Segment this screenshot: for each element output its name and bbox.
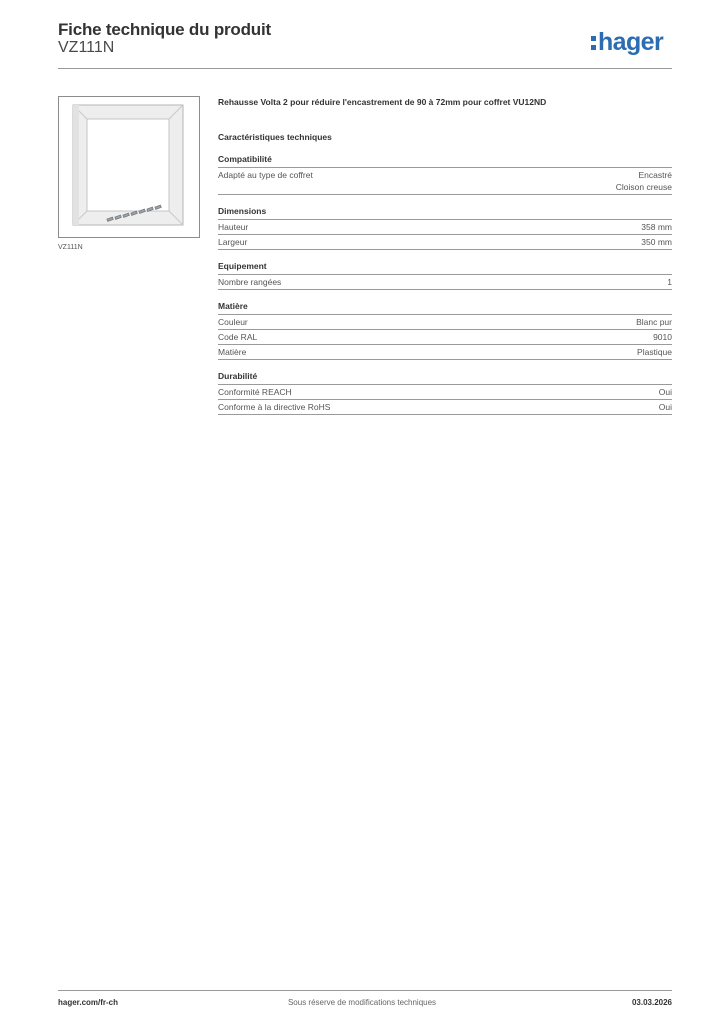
spec-row <box>218 345 672 360</box>
spec-label: Largeur <box>218 237 248 247</box>
spec-group-matiere <box>218 300 672 360</box>
spec-value: 9010 <box>653 332 672 342</box>
product-description: Rehausse Volta 2 pour réduire l'encastrement de 90 à 72mm pour coffret VU12ND <box>218 97 547 107</box>
footer-date: 03.03.2026 <box>631 998 672 1007</box>
spec-group-dimensions <box>218 205 672 250</box>
spec-row <box>218 275 672 290</box>
spec-group-title: Matière <box>218 300 672 315</box>
product-reference: VZ111N <box>58 39 115 56</box>
spec-value: 350 mm <box>641 237 672 247</box>
spec-value <box>616 169 672 193</box>
footer-disclaimer: Sous réserve de modifications techniques <box>287 998 437 1007</box>
footer-divider <box>58 990 672 991</box>
frame-product-icon <box>59 97 199 237</box>
spec-label: Conformité REACH <box>218 387 292 397</box>
spec-value-line: Cloison creuse <box>615 182 672 192</box>
spec-label: Adapté au type de coffret <box>218 170 313 180</box>
specs-title: Caractéristiques techniques <box>218 132 332 142</box>
logo-dots-icon <box>591 36 596 50</box>
spec-value: Plastique <box>637 347 672 357</box>
spec-value: Oui <box>658 402 672 412</box>
product-image <box>58 96 200 238</box>
spec-group-title: Durabilité <box>218 370 672 385</box>
spec-value: 358 mm <box>641 222 672 232</box>
spec-label: Conforme à la directive RoHS <box>218 402 331 412</box>
spec-value: Oui <box>658 387 672 397</box>
spec-label: Matière <box>218 347 247 357</box>
product-details <box>218 96 672 415</box>
spec-group-title: Compatibilité <box>218 153 672 168</box>
spec-label: Code RAL <box>218 332 258 342</box>
spec-label: Hauteur <box>218 222 249 232</box>
spec-row <box>218 235 672 250</box>
spec-group-equipement <box>218 260 672 290</box>
spec-label: Nombre rangées <box>218 277 282 287</box>
spec-value-line: Encastré <box>638 170 672 180</box>
spec-row <box>218 315 672 330</box>
spec-value: 1 <box>667 277 672 287</box>
spec-row <box>218 168 672 195</box>
spec-group-compatibilite <box>218 153 672 195</box>
spec-row <box>218 330 672 345</box>
spec-label: Couleur <box>218 317 248 327</box>
image-caption: VZ111N <box>58 244 83 251</box>
hager-logo[interactable] <box>591 27 663 57</box>
spec-group-durabilite <box>218 370 672 415</box>
spec-group-title: Dimensions <box>218 205 672 220</box>
spec-row <box>218 385 672 400</box>
spec-row <box>218 400 672 415</box>
spec-group-title: Equipement <box>218 260 672 275</box>
logo-text: hager <box>598 28 664 56</box>
header-divider <box>58 68 672 69</box>
spec-value: Blanc pur <box>636 317 672 327</box>
page-title: Fiche technique du produit <box>58 20 271 39</box>
spec-row <box>218 220 672 235</box>
footer-website-link[interactable]: hager.com/fr-ch <box>58 998 119 1007</box>
